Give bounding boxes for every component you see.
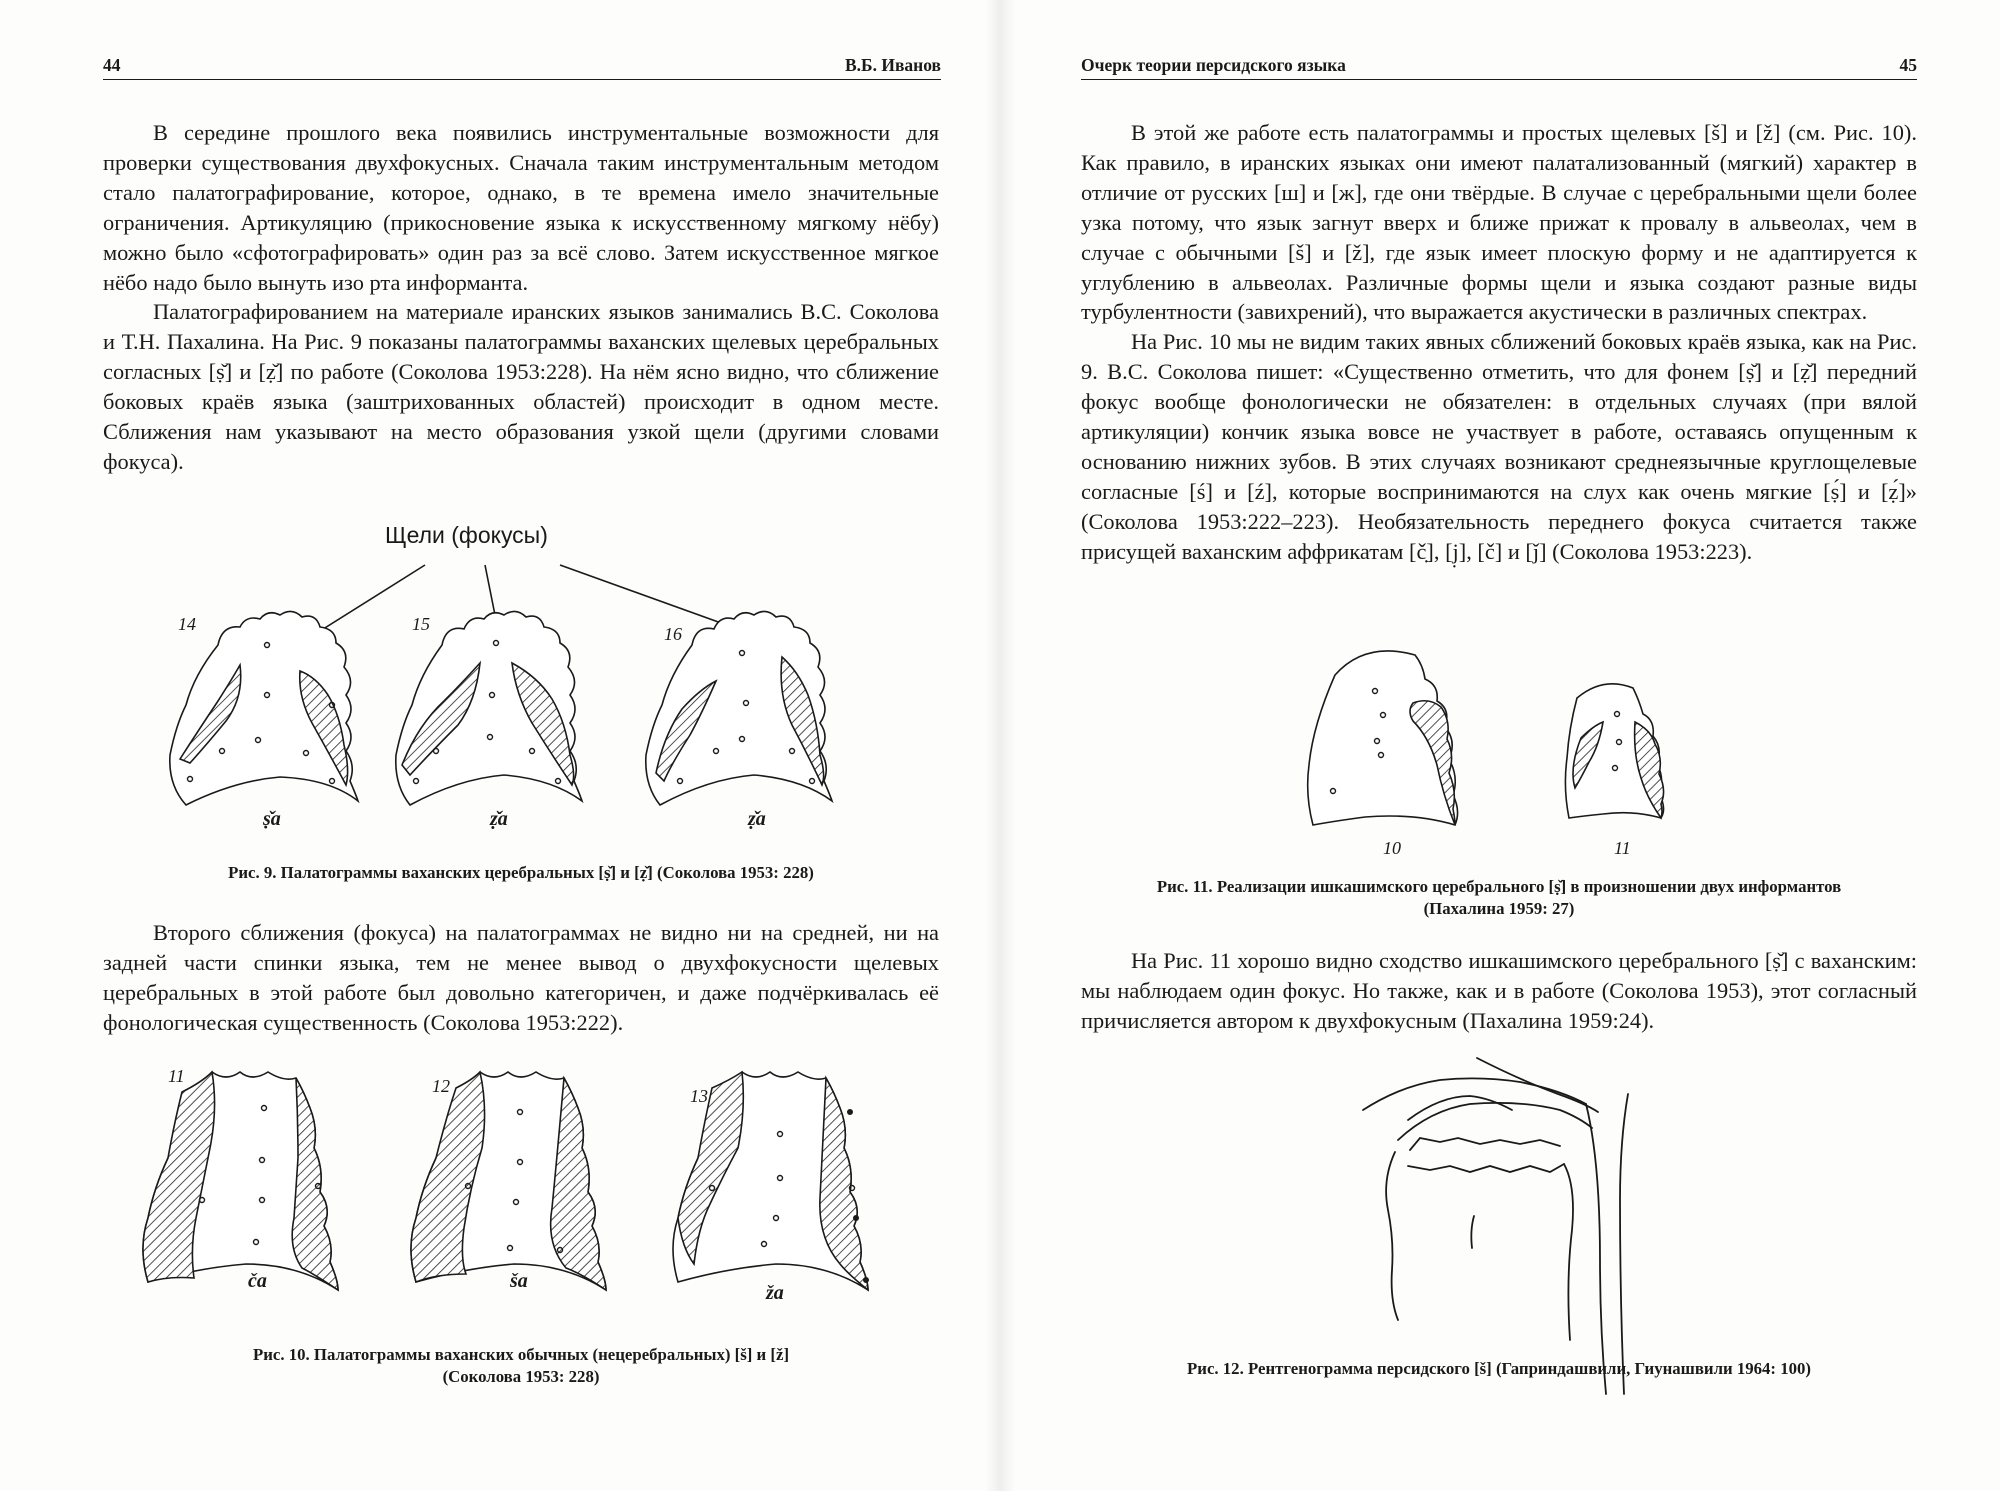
- figure-number: 11: [1614, 838, 1631, 858]
- syllable-label: ča: [248, 1270, 267, 1292]
- syllable-label: ẓ̌a: [490, 808, 508, 830]
- page-number: 44: [103, 55, 121, 75]
- syllable-label: ṣ̌a: [263, 808, 281, 830]
- figure-number: 16: [664, 624, 682, 644]
- figure-number: 14: [178, 614, 196, 634]
- paragraph: Второго сближения (фокуса) на палатограммах не видно ни на средней, ни на задней части спинки языка, тем не менее вывод о двухфокусности щелевых церебральных в этой работе был довольно категоричен, и даже подчёркивалась её фонологическая существенность (Соколова 1953:222).: [103, 920, 939, 1035]
- figure-number: 13: [690, 1086, 708, 1106]
- caption-line: (Пахалина 1959: 27): [1423, 899, 1575, 918]
- tongue-tip: [1408, 1096, 1512, 1120]
- caption-line: Рис. 11. Реализации ишкашимского церебрального [ṣ̌] в произношении двух информантов: [1156, 877, 1842, 896]
- lip-jaw: [1386, 1152, 1398, 1320]
- running-head-author: В.Б. Иванов: [844, 55, 941, 75]
- figure-9-caption: Рис. 9. Палатограммы ваханских церебральных [ṣ̌] и [ẓ̌] (Соколова 1953: 228): [228, 863, 814, 882]
- running-head-title: Очерк теории персидского языка: [1081, 55, 1346, 75]
- teeth-lower: [1408, 1164, 1564, 1172]
- figure-annotation: Щели (фокусы): [385, 522, 548, 548]
- right-page: [1000, 0, 2000, 1491]
- teeth-upper: [1410, 1138, 1560, 1150]
- syllable-label: ša: [510, 1270, 528, 1292]
- pharynx-back: [1586, 1104, 1606, 1394]
- syllable-label: ẓ̌a: [748, 808, 766, 830]
- paragraph: В середине прошлого века появились инструментальные возможности для проверки существования двухфокусных. Сначала таким инструментальным методом стало палатографирование, которое, однако, в те времена имело значительные ограничения. Артикуляцию (прикосновение языка к искусственному мягкому нёбу) можно было «сфотографировать» один раз за всё слово. Затем искусственное мягкое нёбо надо было вынуть изо рта информанта.: [103, 120, 939, 295]
- palate-contour: [1477, 1058, 1598, 1112]
- figure-number: 11: [168, 1066, 185, 1086]
- syllable-label: ža: [766, 1282, 784, 1304]
- figure-12-caption: Рис. 12. Рентгенограмма персидского [š] (Гаприндашвили, Гиунашвили 1964: 100): [1187, 1359, 1811, 1378]
- pharynx-front: [1564, 1164, 1573, 1340]
- figure-12-xray-drawing: [1000, 0, 2000, 1491]
- figure-number: 10: [1383, 838, 1401, 858]
- paragraph: На Рис. 11 хорошо видно сходство ишкашимского церебрального [ṣ̌] с ваханским: мы наблюдаем один фокус. Но также, как и в работе (Соколова 1953), этот согласный причисляется автором к двухфокусным (Пахалина 1959:24).: [1081, 948, 1917, 1033]
- epiglottis: [1471, 1216, 1474, 1248]
- figure-10-caption: [103, 1344, 939, 1388]
- caption-line: (Соколова 1953: 228): [442, 1367, 600, 1386]
- upper-outline: [1363, 1078, 1586, 1110]
- figure-number: 12: [432, 1076, 450, 1096]
- page-number: 45: [1899, 55, 1917, 75]
- palatogram-11: [143, 1072, 338, 1290]
- paragraph: Палатографированием на материале иранских языков занимались В.С. Соколова и Т.Н. Пахалина. На Рис. 9 показаны палатограммы ваханских щелевых церебральных согласных [ṣ̌] и [ẓ̌] по работе (Соколова 1953:228). На нём ясно видно, что сближение боковых краёв языка (заштрихованных областей) происходит в одном месте. Сближения нам указывают на место образования узкой щели (другими словами фокуса).: [103, 299, 939, 474]
- paragraph: На Рис. 10 мы не видим таких явных сближений боковых краёв языка, как на Рис. 9. В.С. Соколова пишет: «Существенно отметить, что для фонем [ṣ̌] и [ẓ̌] передний фокус вообще фонологически не обязателен: в отдельных случаях (при вялой артикуляции) кончик языка вовсе не участвует в работе, оставаясь опущенным к основанию нижних зубов. В этих случаях возникают среднеязычные круглощелевые согласные [ś] и [ź], которые воспринимаются на слух как очень мягкие [ṣ́] и [ẓ́]» (Соколова 1953:222–223). Необязательность переднего фокуса считается также присущей ваханским аффрикатам [č̣], [j̣], [č] и [ǰ] (Соколова 1953:223).: [1081, 329, 1917, 564]
- paragraph: В этой же работе есть палатограммы и простых щелевых [š] и [ž] (см. Рис. 10). Как правило, в иранских языках они имеют палатализованный (мягкий) характер в отличие от русских [ш] и [ж], где они твёрдые. В случае с церебральными щели более узка потому, что язык загнут вверх и ближе прижат к провалу в альвеолах, чем в случае с обычными [š] и [ž], где язык имеет плоскую форму и не адаптируется к углублению в альвеолах. Различные формы щели и языка создают разные виды турбулентности (завихрений), что выражается акустически в различных спектрах.: [1081, 120, 1917, 325]
- figure-number: 15: [412, 614, 430, 634]
- palatogram-12: [411, 1072, 606, 1290]
- spine-line: [1620, 1094, 1628, 1394]
- caption-line: Рис. 10. Палатограммы ваханских обычных (нецеребральных) [š] и [ž]: [252, 1345, 790, 1364]
